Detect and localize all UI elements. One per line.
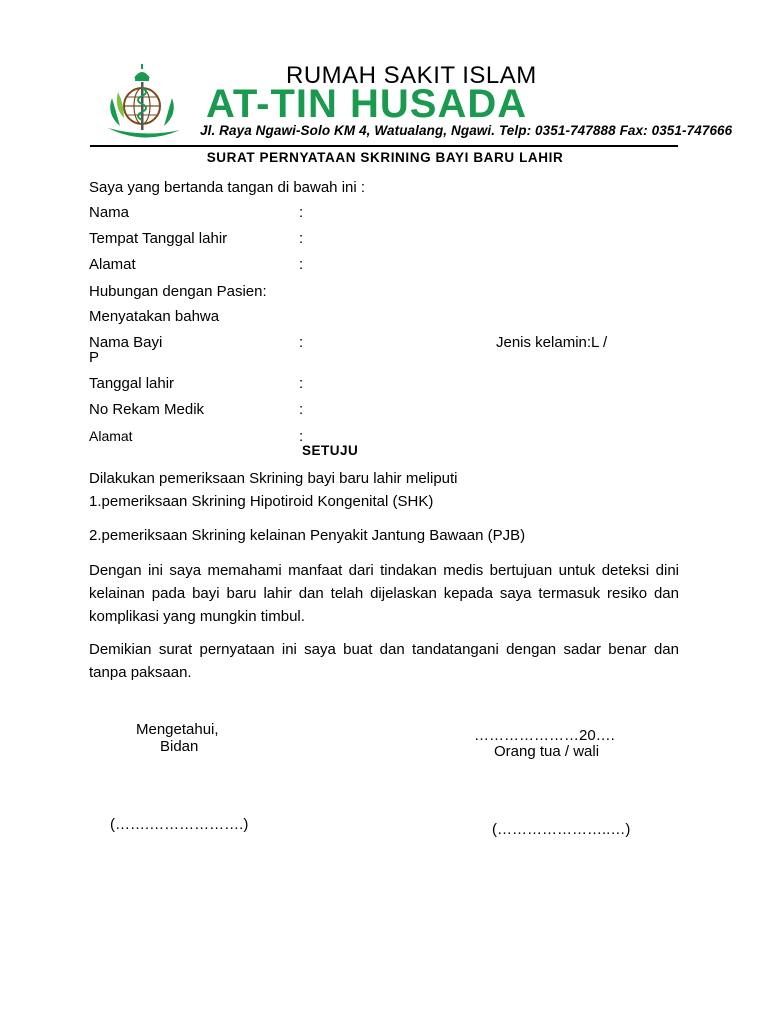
field-colon: : — [299, 401, 304, 418]
field-label-jenis-kelamin: Jenis kelamin:L / — [496, 334, 608, 351]
signature-left-heading: Mengetahui, — [136, 721, 219, 738]
closing-paragraph: Demikian surat pernyataan ini saya buat dan tandatangani dengan sadar benar dan tanpa paksaan. — [89, 641, 679, 681]
menyatakan-text: Menyatakan bahwa — [89, 308, 220, 325]
signature-left-role: Bidan — [160, 738, 199, 755]
field-colon: : — [299, 230, 304, 247]
field-label-alamat: Alamat — [89, 256, 136, 273]
signature-right-role: Orang tua / wali — [494, 743, 600, 760]
screening-item-2: 2.pemeriksaan Skrining kelainan Penyakit Jantung Bawaan (PJB) — [89, 527, 526, 544]
hospital-logo — [104, 64, 184, 142]
intro-text: Saya yang bertanda tangan di bawah ini : — [89, 179, 366, 196]
field-label-nama-bayi: Nama Bayi — [89, 334, 163, 351]
header-divider — [90, 145, 678, 147]
field-colon: : — [299, 375, 304, 392]
field-label-tanggal-lahir: Tanggal lahir — [89, 375, 175, 392]
field-label-alamat-bayi: Alamat — [89, 428, 133, 444]
signature-left-line: (…….……………….) — [110, 816, 249, 833]
screening-item-1: 1.pemeriksaan Skrining Hipotiroid Kongenital (SHK) — [89, 493, 434, 510]
jenis-kelamin-wrap: P — [89, 349, 100, 366]
document-title: SURAT PERNYATAAN SKRINING BAYI BARU LAHIR — [206, 150, 564, 165]
field-colon: : — [299, 256, 304, 273]
field-label-hubungan: Hubungan dengan Pasien: — [89, 283, 267, 300]
hospital-name: AT-TIN HUSADA — [206, 82, 528, 126]
field-label-no-rm: No Rekam Medik — [89, 401, 205, 418]
field-colon: : — [299, 204, 304, 221]
hospital-type: RUMAH SAKIT ISLAM — [286, 62, 537, 89]
signature-right-date: …………………20…. — [474, 727, 615, 744]
signature-right-line: (…………………..…) — [492, 821, 631, 838]
field-label-ttl: Tempat Tanggal lahir — [89, 230, 228, 247]
field-label-nama: Nama — [89, 204, 130, 221]
field-colon: : — [299, 428, 304, 445]
hospital-address: Jl. Raya Ngawi-Solo KM 4, Watualang, Ngawi. Telp: 0351-747888 Fax: 0351-747666 — [200, 123, 733, 138]
consent-paragraph: Dengan ini saya memahami manfaat dari tindakan medis bertujuan untuk deteksi dini kelainan pada bayi baru lahir dan telah dijelaskan kepada saya termasuk resiko dan komplikasi yang mungkin timbul. — [89, 562, 679, 625]
setuju-heading: SETUJU — [302, 443, 359, 458]
dilakukan-text: Dilakukan pemeriksaan Skrining bayi baru lahir meliputi — [89, 470, 458, 487]
field-colon: : — [299, 334, 304, 351]
